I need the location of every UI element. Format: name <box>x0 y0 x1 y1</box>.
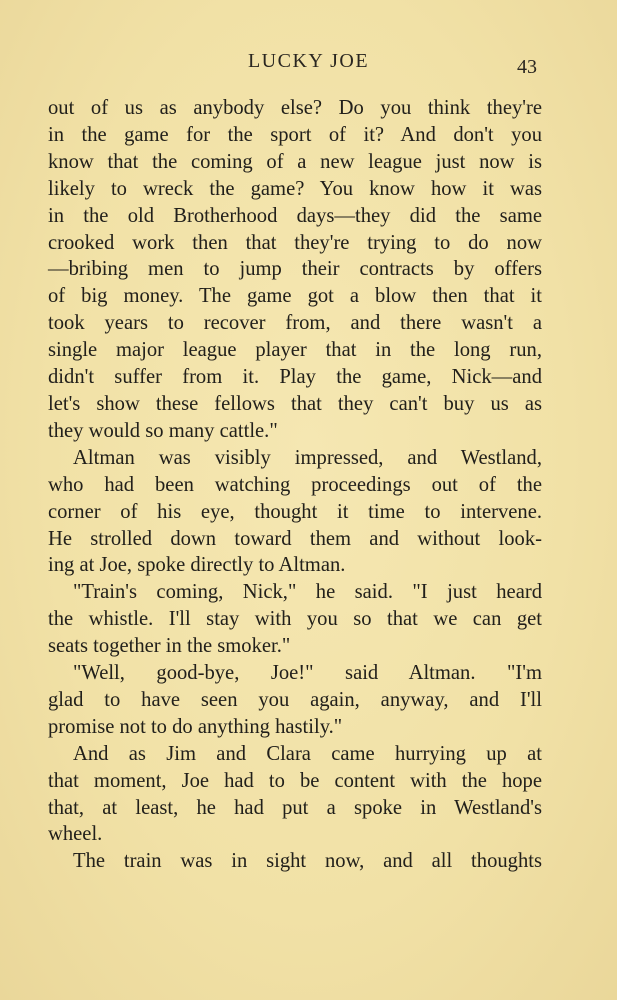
body-text <box>48 95 542 875</box>
text-line: in the old Brotherhood days—they did the same <box>48 204 542 227</box>
text-line: took years to recover from, and there wasn't a <box>48 312 542 335</box>
text-line: who had been watching proceedings out of the <box>48 473 542 496</box>
text-line: "Well, good-bye, Joe!" said Altman. "I'm <box>73 662 542 685</box>
text-line: of big money. The game got a blow then that it <box>48 285 542 308</box>
text-line: they would so many cattle." <box>48 419 278 442</box>
text-line: He strolled down toward them and without look- <box>48 527 542 550</box>
text-line: seats together in the smoker." <box>48 635 291 658</box>
running-title: LUCKY JOE <box>247 50 370 72</box>
text-line: "Train's coming, Nick," he said. "I just heard <box>73 581 542 604</box>
text-line: that moment, Joe had to be content with the hope <box>48 769 542 792</box>
text-line: out of us as anybody else? Do you think they're <box>48 97 542 119</box>
text-line: —bribing men to jump their contracts by offers <box>48 258 542 281</box>
text-line: single major league player that in the long run, <box>48 339 542 362</box>
text-line: corner of his eye, thought it time to intervene. <box>48 500 542 523</box>
text-line: crooked work then that they're trying to do now <box>48 231 542 254</box>
page-number: 43 <box>517 56 537 78</box>
text-line: let's show these fellows that they can't buy us as <box>48 392 542 415</box>
text-line: ing at Joe, spoke directly to Altman. <box>48 554 346 577</box>
text-line: promise not to do anything hastily." <box>48 715 343 738</box>
text-line: in the game for the sport of it? And don't you <box>48 123 542 146</box>
text-line: know that the coming of a new league just now is <box>48 150 542 173</box>
text-line: Altman was visibly impressed, and Westland, <box>73 446 542 469</box>
text-line: glad to have seen you again, anyway, and I'll <box>48 688 542 711</box>
text-line: wheel. <box>48 823 103 846</box>
text-line: likely to wreck the game? You know how it was <box>48 177 542 200</box>
text-line: didn't suffer from it. Play the game, Nick—and <box>48 366 542 389</box>
text-line: The train was in sight now, and all thoughts <box>73 850 542 873</box>
text-line: And as Jim and Clara came hurrying up at <box>73 742 542 765</box>
text-line: the whistle. I'll stay with you so that we can get <box>48 608 542 631</box>
text-line: that, at least, he had put a spoke in Westland's <box>48 796 542 819</box>
